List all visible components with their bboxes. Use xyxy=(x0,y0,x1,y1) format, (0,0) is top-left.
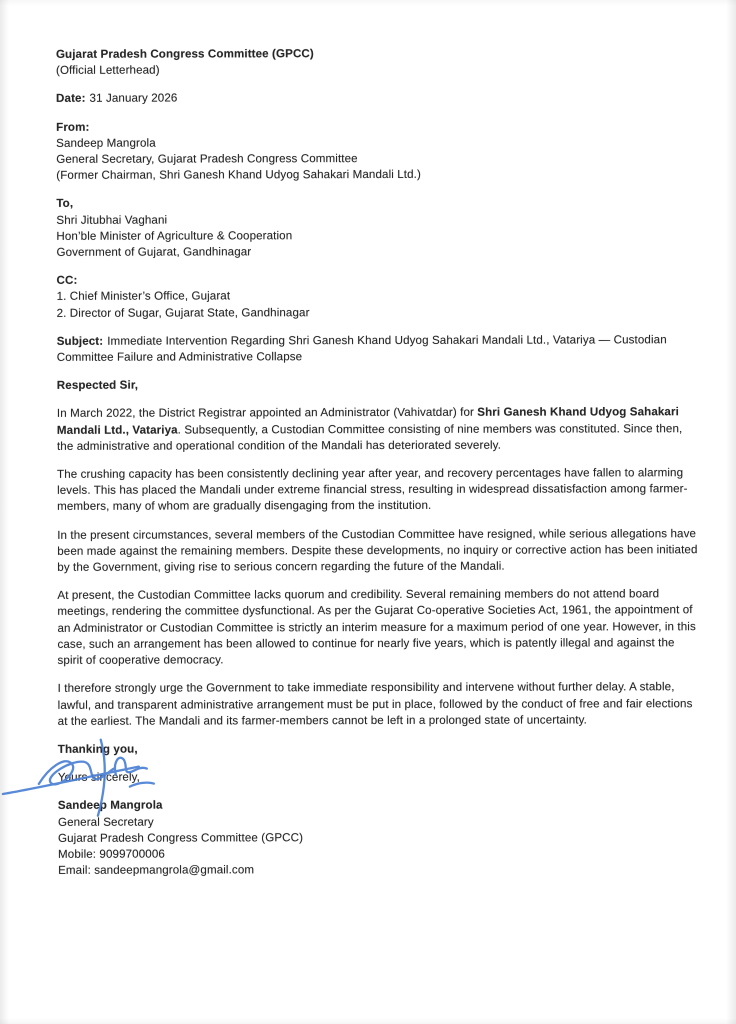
from-label: From: xyxy=(56,120,90,134)
letterhead xyxy=(56,45,697,79)
para1-bold: Shri Ganesh Khand Udyog Sahakari Mandali Ltd., Vatariya xyxy=(56,405,679,437)
to-line: Hon’ble Minister of Agriculture & Cooperation xyxy=(56,229,293,243)
to-block xyxy=(56,195,697,261)
letterhead-note: (Official Letterhead) xyxy=(55,63,160,78)
para1-pre: In March 2022, the District Registrar appointed an Administrator (Vahivatdar) for xyxy=(56,406,478,421)
body-paragraph-5: I therefore strongly urge the Government to take immediate responsibility and intervene without further delay. A stable, lawful, and transparent administrative arrangement must be put in place, followed by the conduct of free and fair elections at the earliest. The Mandali and its farmer-members cannot be left in a prolonged state of uncertainty. xyxy=(57,680,693,728)
from-line: Sandeep Mangrola xyxy=(56,136,156,150)
date-label: Date: xyxy=(56,92,86,106)
body-paragraph-1 xyxy=(57,405,698,455)
closing-block xyxy=(58,740,699,879)
cc-line: 1. Chief Minister’s Office, Gujarat xyxy=(56,289,231,304)
from-line: General Secretary, Gujarat Pradesh Congress Committee xyxy=(56,152,358,166)
signer-line: General Secretary xyxy=(57,815,154,829)
subject-label: Subject: xyxy=(56,334,104,348)
sincerely-line: Yours sincerely, xyxy=(57,770,140,784)
subject-value: Immediate Intervention Regarding Shri Ganesh Khand Udyog Sahakari Mandali Ltd., Vatariya — Custodian Committee Failure and Administrative Collapse xyxy=(56,333,667,364)
body-paragraph-3: In the present circumstances, several members of the Custodian Committee have resigned, while serious allegations have been made against the remaining members. Despite these developments, no inquiry or corrective action has been initiated by the Government, giving rise to serious concern regarding the future of the Mandali. xyxy=(57,526,698,574)
salutation: Respected Sir, xyxy=(56,378,139,393)
from-line: (Former Chairman, Shri Ganesh Khand Udyog Sahakari Mandali Ltd.) xyxy=(56,168,421,183)
signer-name: Sandeep Mangrola xyxy=(57,798,163,813)
signer-line: Gujarat Pradesh Congress Committee (GPCC) xyxy=(57,830,304,845)
thanking-line: Thanking you, xyxy=(57,742,138,756)
org-name: Gujarat Pradesh Congress Committee (GPCC) xyxy=(55,47,314,61)
letter-content xyxy=(56,45,699,879)
from-block xyxy=(56,118,697,184)
cc-label: CC: xyxy=(56,274,78,288)
body-paragraph-4: At present, the Custodian Committee lacks quorum and credibility. Several remaining members do not attend board meetings, rendering the committee dysfunctional. As per the Gujarat Co-operative Societies Act, 1961, the appointment of an Administrator or Custodian Committee is strictly an interim measure for a maximum period of one year. However, in this case, such an arrangement has been allowed to continue for nearly five years, which is patently illegal and against the spirit of cooperative democracy. xyxy=(57,587,696,667)
para1-post: . Subsequently, a Custodian Committee consisting of nine members was constituted. Since then, the administrative and operational condition of the Mandali has deteriorated severely. xyxy=(56,421,683,453)
to-label: To, xyxy=(56,197,74,211)
body-paragraph-2: The crushing capacity has been consistently declining year after year, and recovery percentages have fallen to alarming levels. This has placed the Mandali under extreme financial stress, resulting in widespread dissatisfaction among farmer-members, many of whom are gradually disengaging from the institution. xyxy=(57,466,688,514)
to-line: Government of Gujarat, Gandhinagar xyxy=(56,245,252,259)
cc-block xyxy=(57,271,698,321)
signer-block xyxy=(58,796,699,879)
cc-line: 2. Director of Sugar, Gujarat State, Gandhinagar xyxy=(56,305,310,320)
date-value: 31 January 2026 xyxy=(89,91,178,106)
to-line: Shri Jitubhai Vaghani xyxy=(56,213,168,227)
signer-line: Mobile: 9099700006 xyxy=(58,847,165,861)
signer-line: Email: sandeepmangrola@gmail.com xyxy=(58,863,255,877)
subject-line xyxy=(57,332,698,366)
date-line xyxy=(56,90,697,108)
